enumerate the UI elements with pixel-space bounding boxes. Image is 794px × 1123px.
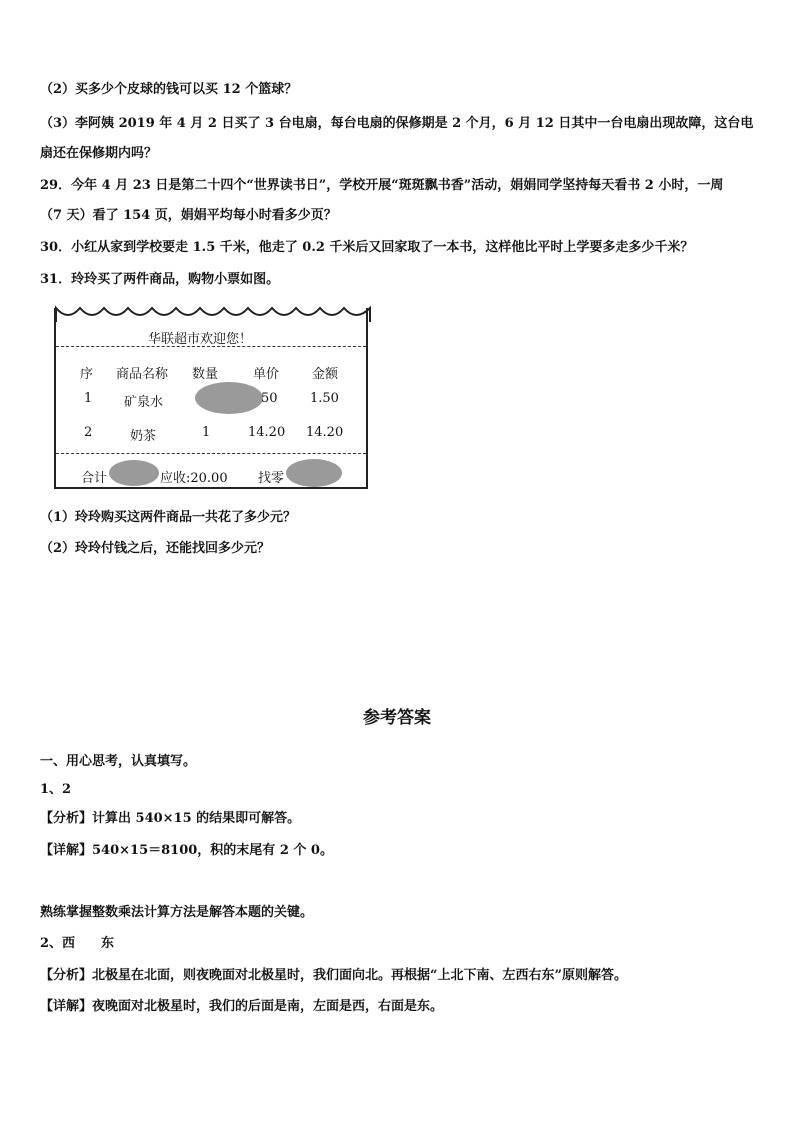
col-header-name: 商品名称 <box>116 367 169 382</box>
row1-name: 矿泉水 <box>124 395 164 410</box>
question-31-2: （2）玲玲付钱之后，还能找回多少元？ <box>40 541 271 556</box>
row1-price: 50 <box>261 391 278 406</box>
question-3-line-cont: 扇还在保修期内吗？ <box>40 146 158 161</box>
row1-qty-redacted <box>195 382 263 414</box>
receipt-divider-bottom <box>56 453 366 454</box>
row2-no: 2 <box>84 425 93 440</box>
answer-title: 参考答案 <box>363 708 431 728</box>
row2-price: 14.20 <box>248 425 286 440</box>
shopping-receipt <box>54 308 368 489</box>
col-header-amount: 金额 <box>312 367 339 382</box>
question-29-line: 29．今年 4 月 23 日是第二十四个“世界读书日”，学校开展“斑斑飘书香”活动，娟娟同学坚持每天看书 2 小时，一周 <box>40 178 724 193</box>
row2-qty: 1 <box>202 425 211 440</box>
answer-2-detail: 【详解】夜晚面对北极星时，我们的后面是南，左面是西，右面是东。 <box>40 999 444 1014</box>
answer-1-detail: 【详解】540×15＝8100，积的末尾有 2 个 0。 <box>40 843 333 858</box>
question-2-line: （2）买多少个皮球的钱可以买 12 个篮球？ <box>40 82 298 97</box>
receipt-torn-edge-icon <box>54 302 372 322</box>
question-31-line: 31．玲玲买了两件商品，购物小票如图。 <box>40 272 280 287</box>
footer-due: 应收:20.00 <box>160 471 228 486</box>
question-30-line: 30．小红从家到学校要走 1.5 千米，他走了 0.2 千米后又回家取了一本书，这样他比平时上学要多走多少千米？ <box>40 240 694 255</box>
row2-amount: 14.20 <box>306 425 344 440</box>
row1-amount: 1.50 <box>310 391 339 406</box>
footer-change-label: 找零 <box>258 471 285 486</box>
question-31-1: （1）玲玲购买这两件商品一共花了多少元？ <box>40 510 297 525</box>
answer-2: 2、西 东 <box>40 936 115 951</box>
answer-1-note: 熟练掌握整数乘法计算方法是解答本题的关键。 <box>40 905 314 920</box>
col-header-qty: 数量 <box>192 367 219 382</box>
question-29-line-cont: （7 天）看了 154 页，娟娟平均每小时看多少页？ <box>40 208 337 223</box>
footer-change-redacted <box>286 459 342 487</box>
answer-1-analysis: 【分析】计算出 540×15 的结果即可解答。 <box>40 811 301 826</box>
receipt-header: 华联超市欢迎您！ <box>148 332 253 347</box>
answer-2-analysis: 【分析】北极星在北面，则夜晚面对北极星时，我们面向北。再根据“上北下南、左西右东”原则解答。 <box>40 968 627 983</box>
col-header-no: 序 <box>80 367 94 382</box>
answer-section-heading: 一、用心思考，认真填写。 <box>40 754 197 769</box>
question-3-line: （3）李阿姨 2019 年 4 月 2 日买了 3 台电扇，每台电扇的保修期是 2 个月，6 月 12 日其中一台电扇出现故障，这台电 <box>40 116 754 131</box>
col-header-price: 单价 <box>253 367 280 382</box>
footer-total-label: 合计 <box>81 471 108 486</box>
row2-name: 奶茶 <box>130 429 157 444</box>
footer-total-redacted <box>109 460 159 486</box>
receipt-divider-top <box>56 346 366 347</box>
answer-1: 1、2 <box>40 782 72 797</box>
row1-no: 1 <box>84 391 93 406</box>
